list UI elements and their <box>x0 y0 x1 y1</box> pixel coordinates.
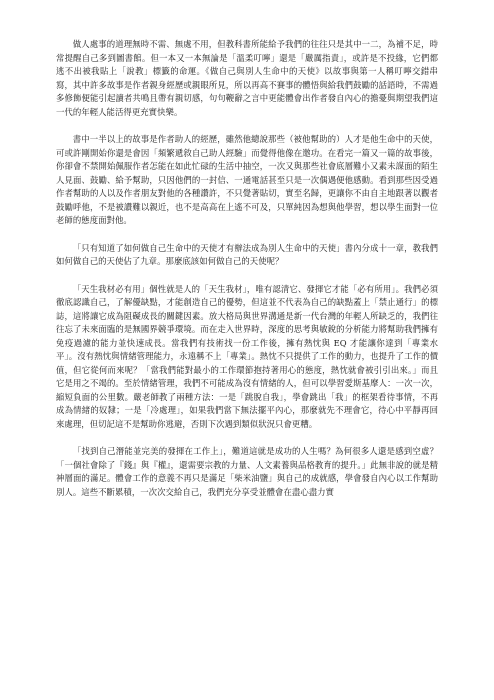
paragraph-author-stories: 書中一半以上的故事是作者助人的經歷，雖然他總說那些（被他幫助的）人才是他生命中的天使，可或許剛開始你還是會因「頻繁遞敘自己助人經驗」而覺得他像在邀功。在看完一篇又一篇的故事後，你卻會不禁開始佩服作者怎能在如此忙碌的生活中抽空，一次又與那些社會底層難小又素未謀面的陌生人見面、鼓勵、給予幫助，只因他們的一封信、一通電話甚至只是一次偶遇便他感動。看到那些因受過作者幫助的人以及作者朋友對他的各種讚許，不只覺著貼切，實至名歸，更讓你不由自主地跟著以觀者鼓勵呼他，不是被讚難以親近，也不是高高在上遙不可及，只單純因為想與他學習，想以學生面對一位老師的態度面對他。 <box>56 134 438 225</box>
paragraph-intro: 做人處事的道理無時不需、無處不用，但教科書所能給予我們的往往只是其中一二，為補不足，時常提醒自己多到圖書館。但一本又一本無論是「溫柔叮嚀」還是「嚴厲指責」，或許是不投緣，它們都逃不出被我貼上「說教」標籤的命運。《做自己與別人生命中的天使》以故事與第一人稱叮嚀交錯串寫，其中許多故事是作者親身經歷或親眼所見，所以再高不賽事的體悟與給我們鼓勵的話語時，不需過多修飾便能引起讀者共鳴且帶有親切感，句句鞭辭之言中更能體會出作者發自內心的擔憂與期望我們這一代的年輕人能活得更充實快樂。 <box>56 39 438 117</box>
paragraph-talent: 「天生我材必有用」個性就是人的「天生我材」，唯有認清它、發揮它才能「必有所用」。我們必須徹底認識自己，了解優缺點，才能創造自己的優勢，但這並不代表為自己的缺點蓋上「禁止通行」的標誌，這將讓它成為阻礙成長的關鍵因素。放大格局與世界溝通是新一代台灣的年輕人所缺乏的，我們往往忘了未來面臨的是無國界競爭環境。而在走入世界時，深度的思考與敏銳的分析能力將幫助我們擁有免疫過濾的能力並快速成長。當我們有技術找一份工作後，擁有熱忱與 EQ 才能讓你達到「專業水平」。沒有熱忱與情緒管理能力，永遠稱不上「專業」。熱忱不只提供了工作的動力，也提升了工作的價值，但它從何而來呢？「當我們能對最小的工作環節抱持著用心的態度，熱忱就會被引引出來。」而且它是用之不竭的。至於情緒管理，我們不可能成為沒有情緒的人，但可以學習愛斯基摩人：一次一次，縮短負面的公里數。嚴老師教了兩種方法：一是「跳脫自我」，學會跳出「我」的框架看待事情，不再成為情緒的奴隸；一是「冷處理」，如果我們當下無法擺平內心，那麼就先不理會它，待心中平靜再回來處理，但切記這不是幫助你逃避，否則下次遇到類似狀況只會更糟。 <box>56 283 438 429</box>
document-page <box>56 38 438 509</box>
paragraph-book-structure: 「只有知道了如何做自己生命中的天使才有辦法成為別人生命中的天使」書內分成十一章，教我們如何做自己的天使佔了九章。那麼底該如何做自己的天使呢？ <box>56 242 438 266</box>
paragraph-fulfillment: 「找到自己潛能並完美的發揮在工作上」，難道這就是成功的人生嗎？為何很多人還是感到空虛？「一個社會除了『錢』與『權』，還需要宗教的力量、人文素養與品格教育的提升。」此無非說的就是精神層面的滿足。體會工作的意義不再只是滿足「柴米油鹽」與自己的成就感，學會發自內心以工作幫助別人。這些不斷累積，一次次交給自己，我們充分享受並體會在盡心盡力實 <box>56 446 438 497</box>
